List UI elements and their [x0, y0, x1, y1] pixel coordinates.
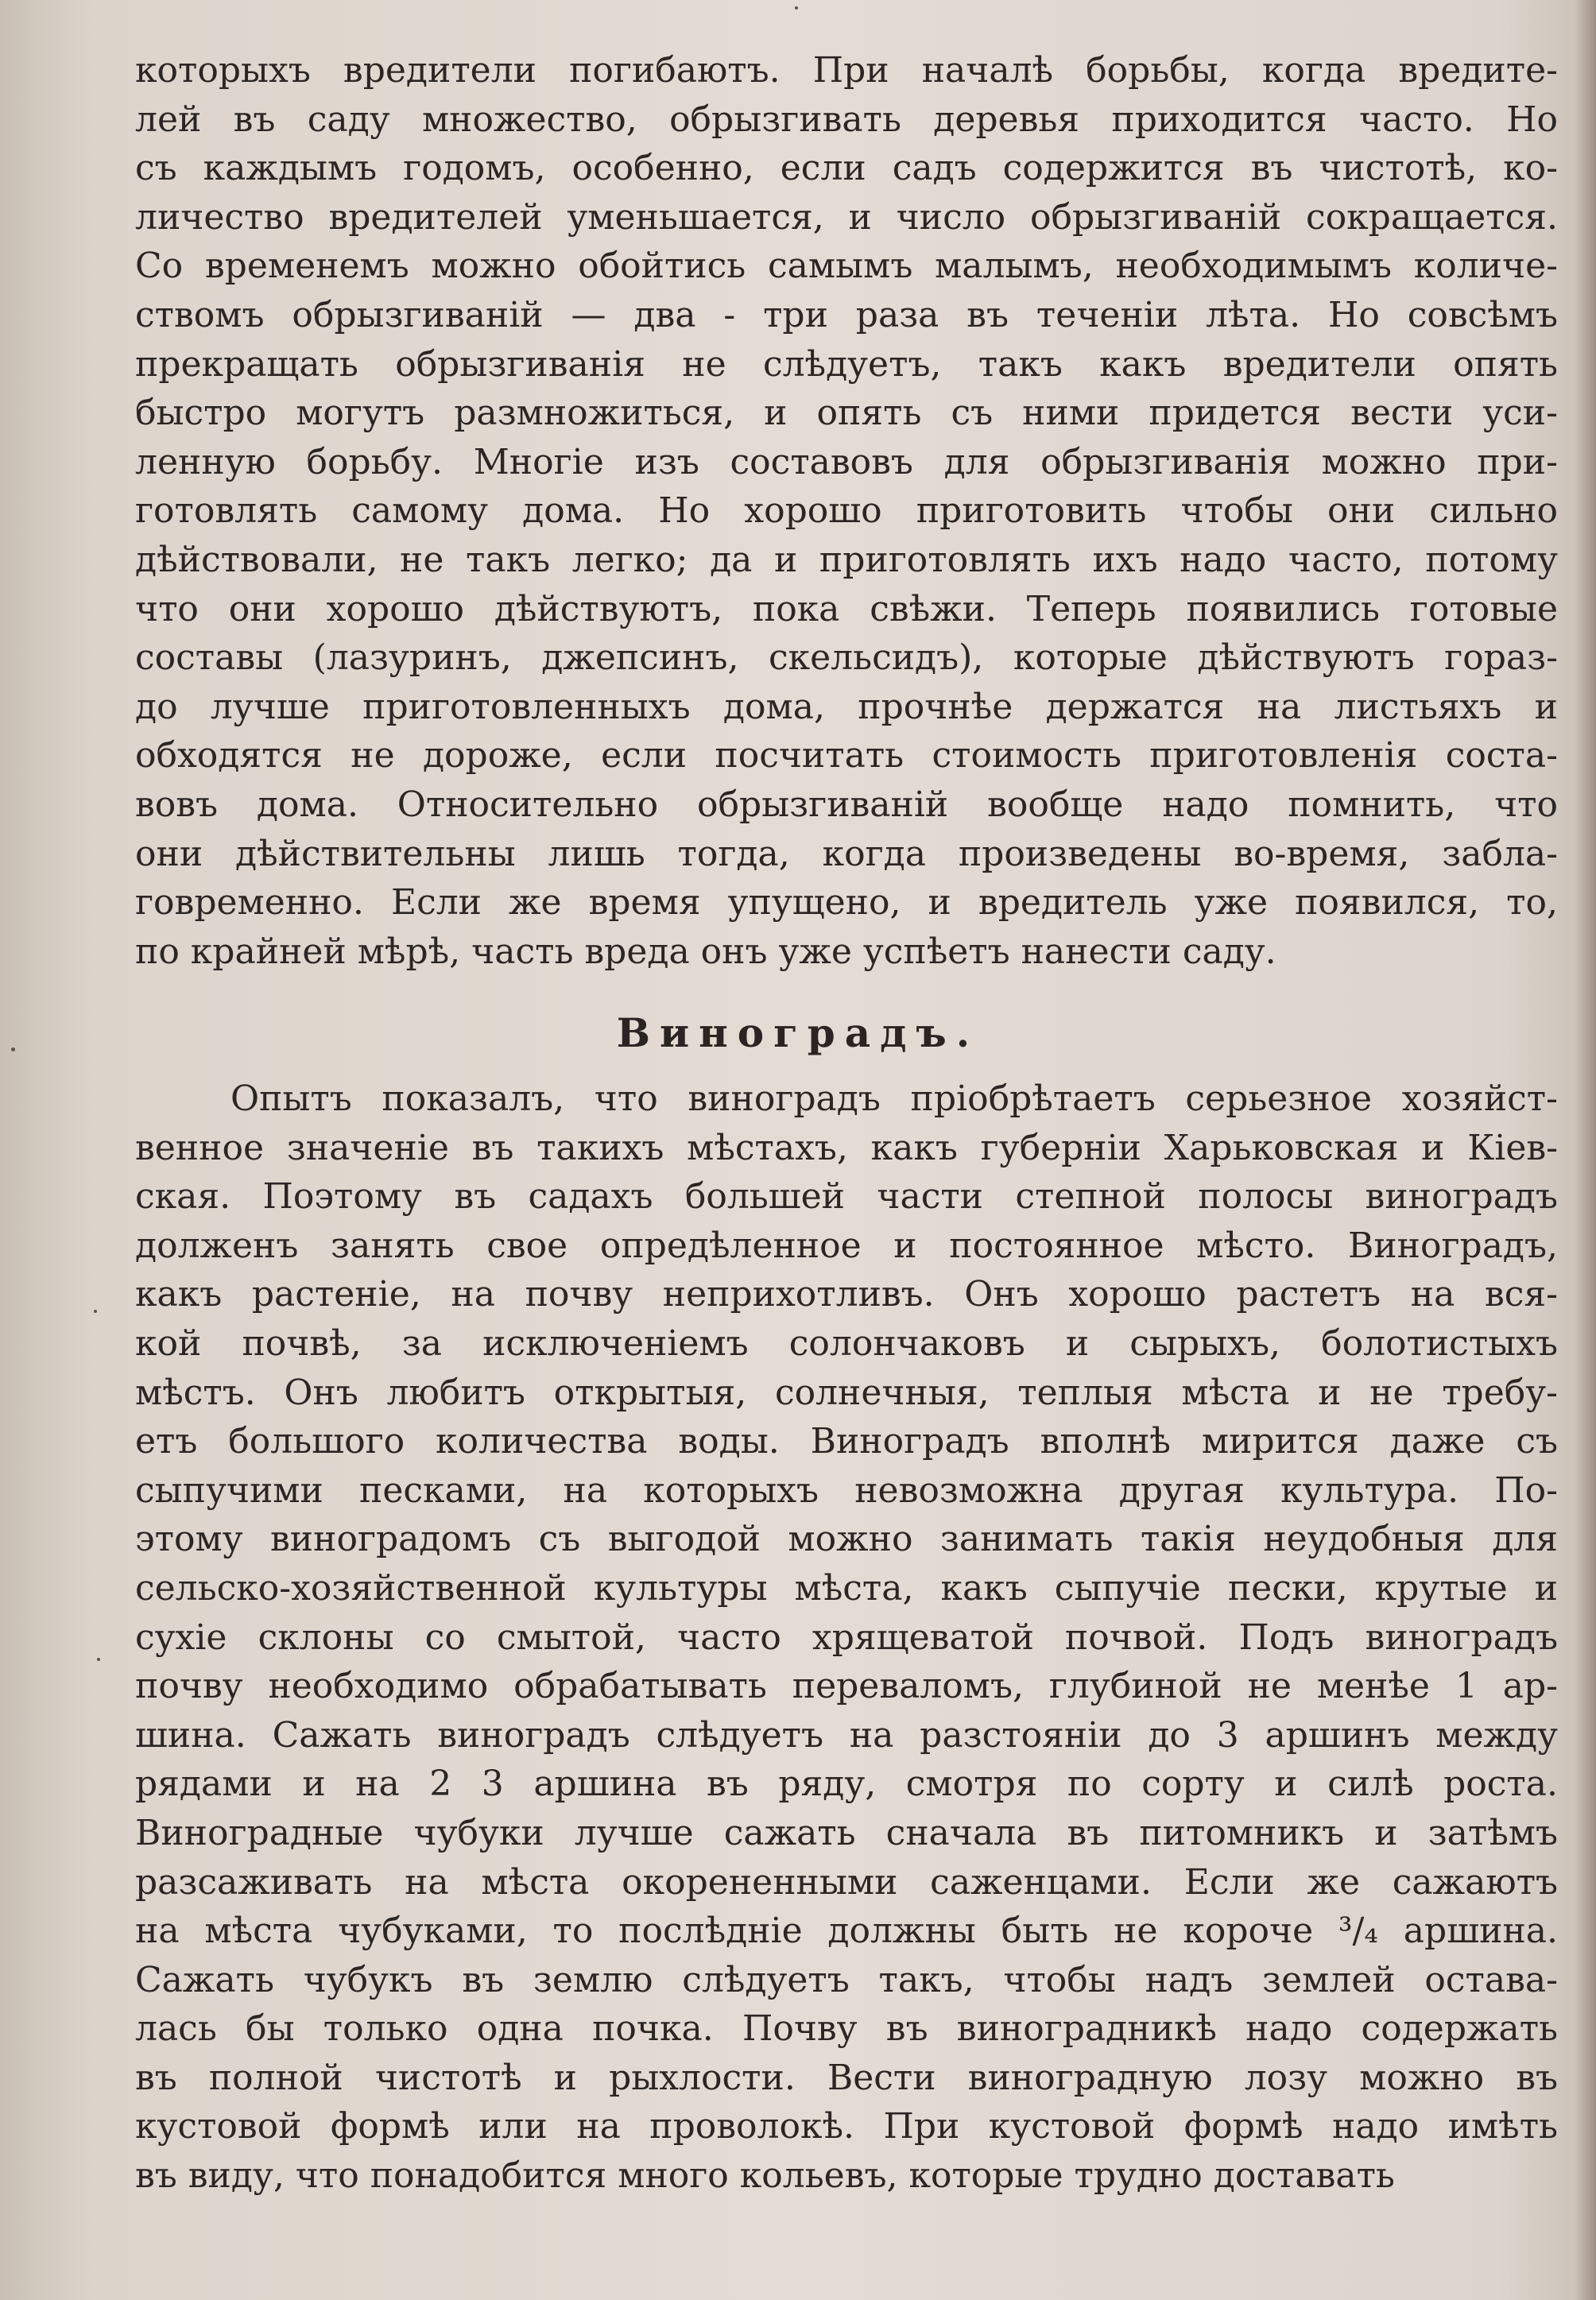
text-line: которыхъ вредители погибаютъ. При началѣ борьбы, когда вредите- [135, 50, 1558, 91]
text-line: говременно. Если же время упущено, и вредитель уже появился, то, [135, 882, 1558, 923]
text-line: они дѣйствительны лишь тогда, когда произведены во-время, забла- [135, 833, 1558, 874]
text-line: Со временемъ можно обойтись самымъ малымъ, необходимымъ количе- [135, 246, 1558, 287]
text-line: Сажать чубукъ въ землю слѣдуетъ такъ, чтобы надъ землей остава- [135, 1959, 1558, 2000]
text-line: на мѣста чубуками, то послѣдніе должны быть не короче ³/₄ аршина. [135, 1911, 1558, 1952]
text-line: мѣстъ. Онъ любитъ открытыя, солнечныя, теплыя мѣста и не требу- [135, 1372, 1558, 1413]
text-line: кустовой формѣ или на проволокѣ. При кустовой формѣ надо имѣть [135, 2106, 1558, 2147]
text-line: сыпучими песками, на которыхъ невозможна другая культура. По- [135, 1469, 1558, 1511]
paragraph-grapes [135, 1074, 1558, 2201]
text-line: до лучше приготовленныхъ дома, прочнѣе держатся на листьяхъ и [135, 686, 1558, 727]
text-line: что они хорошо дѣйствуютъ, пока свѣжи. Теперь появились готовые [135, 588, 1558, 629]
text-line: шина. Сажать виноградъ слѣдуетъ на разстояніи до 3 аршинъ между [135, 1714, 1558, 1756]
text-line: венное значеніе въ такихъ мѣстахъ, какъ губерніи Харьковская и Кіев- [135, 1127, 1558, 1168]
page-binding-shadow [1575, 0, 1596, 2300]
print-speck [795, 6, 798, 10]
text-line: сухіе склоны со смытой, часто хрящеватой почвой. Подъ виноградъ [135, 1617, 1558, 1658]
print-speck [97, 1658, 100, 1661]
text-line: разсаживать на мѣста окорененными саженцами. Если же сажаютъ [135, 1861, 1558, 1903]
text-line: почву необходимо обрабатывать переваломъ, глубиной не менѣе 1 ар- [135, 1666, 1558, 1707]
text-line: готовлять самому дома. Но хорошо приготовить чтобы они сильно [135, 490, 1558, 532]
section-heading-grapes: Виноградъ. [616, 1009, 980, 1056]
text-line: личество вредителей уменьшается, и число обрызгиваній сокращается. [135, 196, 1558, 238]
text-line: въ полной чистотѣ и рыхлости. Вести виноградную лозу можно въ [135, 2057, 1558, 2098]
text-line: быстро могутъ размножиться, и опять съ ними придется вести уси- [135, 393, 1558, 434]
text-line: Опытъ показалъ, что виноградъ пріобрѣтаетъ серьезное хозяйст- [230, 1078, 1558, 1119]
text-line: лась бы только одна почка. Почву въ виноградникѣ надо содержать [135, 2008, 1558, 2050]
text-line: долженъ занять свое опредѣленное и постоянное мѣсто. Виноградъ, [135, 1225, 1558, 1266]
text-line: ствомъ обрызгиваній — два - три раза въ теченіи лѣта. Но совсѣмъ [135, 294, 1558, 335]
text-line: въ виду, что понадобится много кольевъ, которые трудно доставать [135, 2155, 1395, 2197]
text-line: ленную борьбу. Многіе изъ составовъ для обрызгиванія можно при- [135, 441, 1558, 482]
text-line: етъ большого количества воды. Виноградъ вполнѣ мирится даже съ [135, 1421, 1558, 1462]
text-line: сельско-хозяйственной культуры мѣста, какъ сыпучіе пески, крутые и [135, 1567, 1558, 1609]
text-line: вовъ дома. Относительно обрызгиваній вообще надо помнить, что [135, 784, 1558, 825]
print-speck [11, 1047, 15, 1051]
text-line: Виноградные чубуки лучше сажать сначала въ питомникъ и затѣмъ [135, 1812, 1558, 1853]
text-line: дѣйствовали, не такъ легко; да и приготовлять ихъ надо часто, потому [135, 539, 1558, 580]
text-line: кой почвѣ, за исключеніемъ солончаковъ и сырыхъ, болотистыхъ [135, 1322, 1558, 1364]
text-line: рядами и на 2 3 аршина въ ряду, смотря по сорту и силѣ роста. [135, 1764, 1558, 1805]
text-line: обходятся не дороже, если посчитать стоимость приготовленія соста- [135, 735, 1558, 776]
text-line: съ каждымъ годомъ, особенно, если садъ содержится въ чистотѣ, ко- [135, 148, 1558, 189]
text-line: прекращать обрызгиванія не слѣдуетъ, такъ какъ вредители опять [135, 343, 1558, 385]
text-line: какъ растеніе, на почву неприхотливъ. Онъ хорошо растетъ на вся- [135, 1274, 1558, 1315]
text-line: ская. Поэтому въ садахъ большей части степной полосы виноградъ [135, 1176, 1558, 1218]
paragraph-spraying [135, 46, 1558, 976]
text-line: этому виноградомъ съ выгодой можно занимать такія неудобныя для [135, 1519, 1558, 1560]
text-line: лей въ саду множество, обрызгивать деревья приходится часто. Но [135, 99, 1558, 140]
text-line: по крайней мѣрѣ, часть вреда онъ уже успѣетъ нанести саду. [135, 931, 1276, 972]
text-line: составы (лазуринъ, джепсинъ, скельсидъ), которые дѣйствуютъ гораз- [135, 637, 1558, 679]
print-speck [94, 1310, 97, 1313]
